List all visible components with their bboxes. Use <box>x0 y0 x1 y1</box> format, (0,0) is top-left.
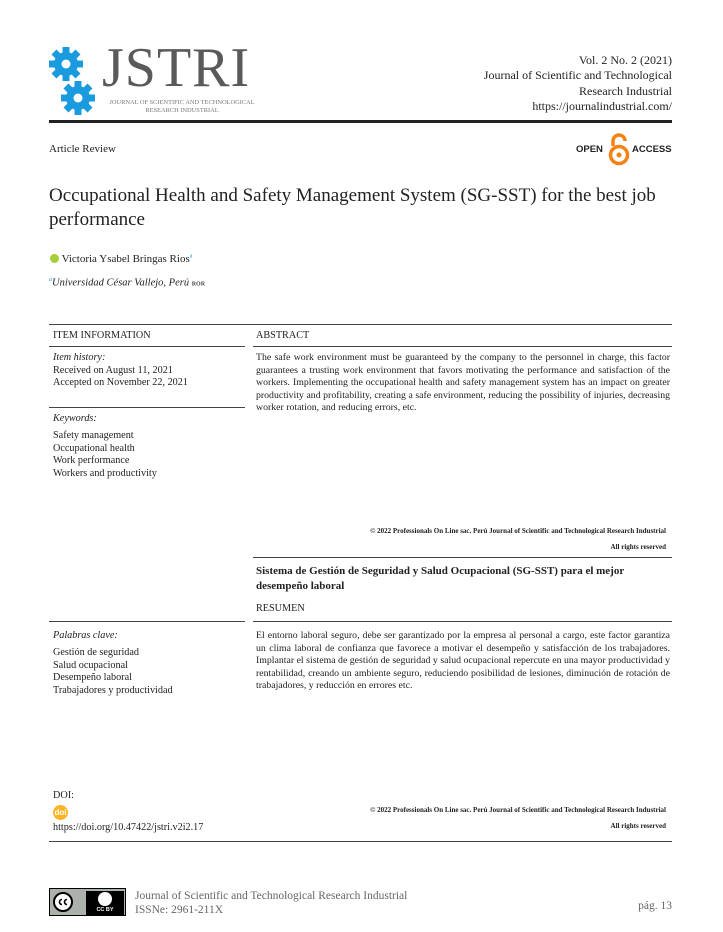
resumen-heading: RESUMEN <box>256 603 305 614</box>
keyword: Safety management <box>53 430 134 441</box>
keyword: Workers and productivity <box>53 467 157 479</box>
affiliation-sup: a <box>49 277 52 283</box>
palabras-list <box>53 647 173 697</box>
keyword: Desempeño laboral <box>53 672 132 684</box>
affiliation <box>49 277 205 289</box>
ror-icon[interactable]: ROR <box>191 281 206 288</box>
divider <box>253 621 672 622</box>
copyright-line: © 2022 Professionals On Line sac. Perú Journal of Scientific and Technological Research Industrial <box>370 527 666 535</box>
accepted-date: Accepted on November 22, 2021 <box>53 377 188 389</box>
abstract-heading: ABSTRACT <box>256 330 310 341</box>
logo-subtitle-line: JOURNAL OF SCIENTIFIC AND TECHNOLOGICAL <box>109 99 255 106</box>
author-sup: a <box>189 253 193 260</box>
abstract-text: The safe work environment must be guaranteed by the company to the personnel in charge, this factor guarantees a trusting work environment that favors motivating the performance and satisfaction of the workers. Implementing the occupational health and safety management system has an impact on greater productivity and profitability, creating a safe environment, reducing the possibility of injuries, decreasing worker rotation, and reducing errors, etc. <box>256 352 670 414</box>
page-number: pág. 13 <box>638 900 672 912</box>
keyword: Gestión de seguridad <box>53 647 140 658</box>
keyword: Occupational health <box>53 442 135 454</box>
footer-journal-info <box>135 889 407 917</box>
divider <box>253 346 672 347</box>
by-icon <box>86 891 124 915</box>
resumen-text: El entorno laboral seguro, debe ser garantizado por la empresa al personal a cargo, este factor garantiza un clima laboral de confianza que favorece a motivar el desempeño y satisfacción de los trabajadores. Implantar el sistema de gestión de seguridad y salud ocupacional repercute en una mayor productividad y rentabilidad, creando un ambiente seguro, reduciendo posibilidad de lesiones, diminución de rotación de trabajadores, y reducción en errores etc. <box>256 630 670 692</box>
doi-label: DOI: <box>53 790 74 801</box>
person-icon <box>98 892 112 906</box>
rights-reserved: All rights reserved <box>610 543 666 551</box>
keyword: Salud ocupacional <box>53 659 128 671</box>
journal-name: Research Industrial <box>579 83 672 98</box>
access-text: ACCESS <box>632 144 672 155</box>
palabras-label: Palabras clave: <box>53 630 118 641</box>
divider <box>49 324 672 325</box>
item-info-heading: ITEM INFORMATION <box>53 330 151 341</box>
copyright-line: © 2022 Professionals On Line sac. Perú Journal of Scientific and Technological Research Industrial <box>370 806 666 814</box>
history-label: Item history: <box>53 352 106 363</box>
divider <box>49 346 245 347</box>
logo-subtitle <box>103 99 261 115</box>
author-name: Victoria Ysabel Bringas Rios <box>61 253 190 265</box>
cc-icon <box>53 892 73 912</box>
divider <box>253 557 672 558</box>
journal-name: Journal of Scientific and Technological <box>483 68 672 83</box>
cc-by-license-badge[interactable] <box>49 888 126 916</box>
journal-info <box>484 53 672 114</box>
footer-issn: ISSNe: 2961-211X <box>135 904 224 916</box>
journal-url[interactable]: https://journalindustrial.com/ <box>532 98 672 113</box>
article-type: Article Review <box>49 143 116 155</box>
cc-glyph-icon <box>55 894 71 910</box>
keywords-list <box>53 430 157 480</box>
open-access-logo <box>576 132 674 166</box>
rights-reserved: All rights reserved <box>610 822 666 830</box>
header-rule <box>49 120 672 123</box>
divider <box>49 841 672 842</box>
license-label: CC BY <box>96 907 114 913</box>
spanish-title: Sistema de Gestión de Seguridad y Salud Ocupacional (SG-SST) para el mejor desempeño laboral <box>256 565 625 592</box>
author <box>50 253 192 265</box>
keyword: Work performance <box>53 455 130 467</box>
gears-logo-icon <box>48 44 98 118</box>
item-history <box>53 352 188 390</box>
received-date: Received on August 11, 2021 <box>53 364 173 376</box>
doi-icon: doi <box>53 805 68 820</box>
open-text: OPEN <box>576 144 603 155</box>
divider <box>49 407 245 408</box>
article-title: Occupational Health and Safety Management System (SG-SST) for the best job performance <box>49 185 656 230</box>
divider <box>49 621 245 622</box>
affiliation-name: Universidad César Vallejo, Perú <box>52 277 190 289</box>
volume: Vol. 2 No. 2 (2021) <box>578 53 672 67</box>
footer-journal: Journal of Scientific and Technological Research Industrial <box>135 890 408 902</box>
doi-url[interactable]: https://doi.org/10.47422/jstri.v2i2.17 <box>53 822 204 833</box>
open-lock-icon <box>607 132 631 166</box>
keyword: Trabajadores y productividad <box>53 684 173 696</box>
orcid-icon[interactable] <box>50 254 59 263</box>
logo-subtitle-line: RESEARCH INDUSTRIAL <box>145 107 219 114</box>
keywords-label: Keywords: <box>53 413 97 424</box>
logo-text: JSTRI <box>102 37 251 99</box>
